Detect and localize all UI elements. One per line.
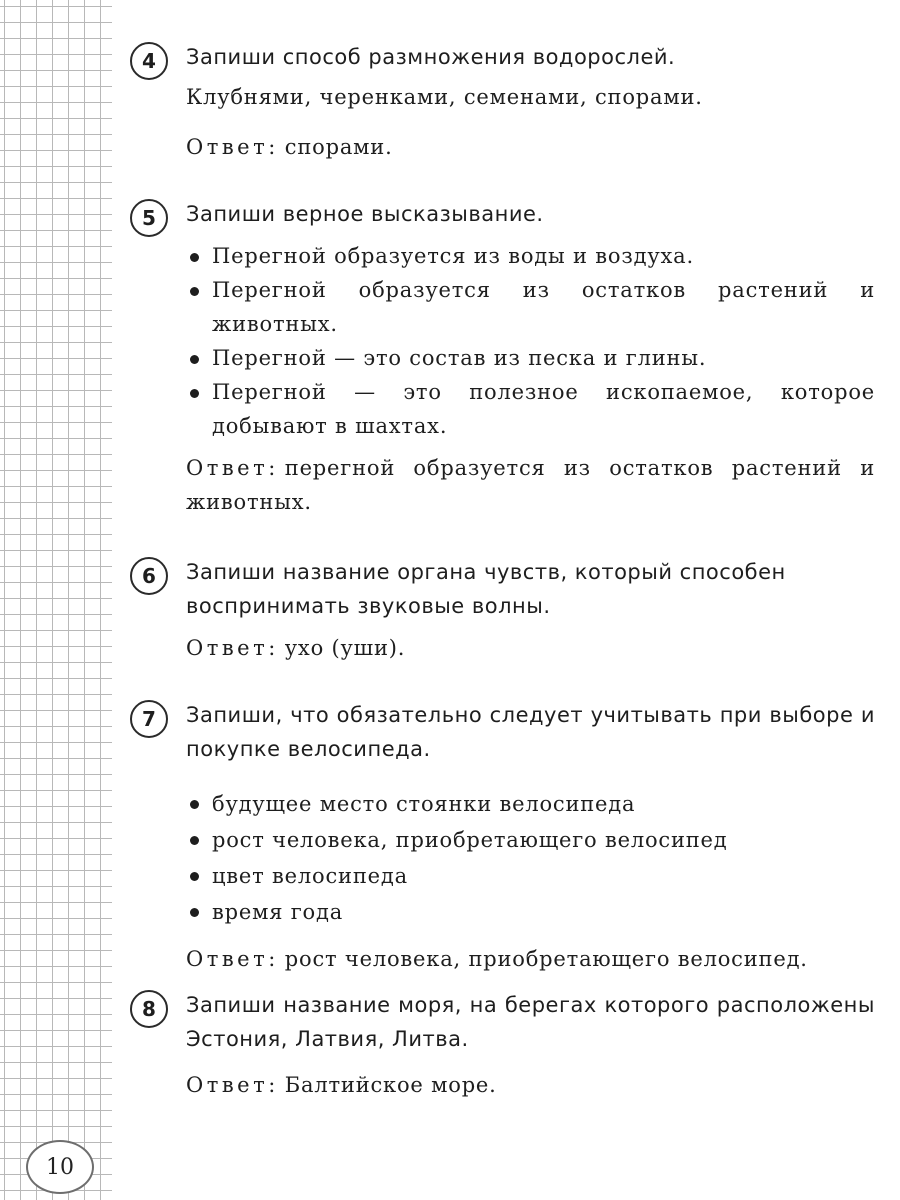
task-number-badge: 6 <box>130 557 168 595</box>
answer-text: спорами. <box>284 135 393 159</box>
list-item: Перегной — это полезное ископаемое, которое добывают в шахтах. <box>186 375 875 443</box>
task-question: Запиши название органа чувств, который способен воспринимать звуковые волны. <box>186 560 786 618</box>
task-answer <box>186 631 875 665</box>
page-number: 10 <box>26 1140 94 1194</box>
list-item: будущее место стоянки велосипеда <box>186 786 875 822</box>
task-question: Запиши, что обязательно следует учитывать при выборе и покупке велосипеда. <box>186 703 875 761</box>
task-options: Клубнями, черенками, семенами, спорами. <box>186 85 703 109</box>
task-answer <box>186 1068 875 1102</box>
task-5 <box>130 197 875 519</box>
list-item: рост человека, приобретающего велосипед <box>186 822 875 858</box>
answer-label: Ответ: <box>186 456 279 480</box>
answer-text: Балтийское море. <box>284 1073 497 1097</box>
task-number-badge: 5 <box>130 199 168 237</box>
task-answer <box>186 451 875 519</box>
answer-label: Ответ: <box>186 135 279 159</box>
option-list <box>186 786 875 930</box>
answer-label: Ответ: <box>186 636 279 660</box>
list-item: цвет велосипеда <box>186 858 875 894</box>
task-question: Запиши способ размножения водорослей. <box>186 45 676 69</box>
answer-label: Ответ: <box>186 1073 279 1097</box>
answer-text: перегной образуется из остатков растений и животных. <box>186 456 875 514</box>
graph-paper-margin <box>0 0 118 1200</box>
list-item: Перегной образуется из воды и воздуха. <box>186 239 875 273</box>
answer-text: ухо (уши). <box>284 636 406 660</box>
task-number-badge: 4 <box>130 42 168 80</box>
task-question: Запиши название моря, на берегах которого расположены Эстония, Латвия, Литва. <box>186 993 875 1051</box>
list-item: время года <box>186 894 875 930</box>
answer-label: Ответ: <box>186 947 279 971</box>
list-item: Перегной образуется из остатков растений и животных. <box>186 273 875 341</box>
task-4 <box>130 40 875 164</box>
task-6 <box>130 555 875 665</box>
list-item: Перегной — это состав из песка и глины. <box>186 341 875 375</box>
task-7 <box>130 698 875 976</box>
task-question: Запиши верное высказывание. <box>186 202 544 226</box>
task-answer <box>186 942 875 976</box>
answer-text: рост человека, приобретающего велосипед. <box>284 947 808 971</box>
task-number-badge: 7 <box>130 700 168 738</box>
option-list <box>186 239 875 443</box>
task-answer <box>186 130 875 164</box>
task-number-badge: 8 <box>130 990 168 1028</box>
task-8 <box>130 988 875 1102</box>
